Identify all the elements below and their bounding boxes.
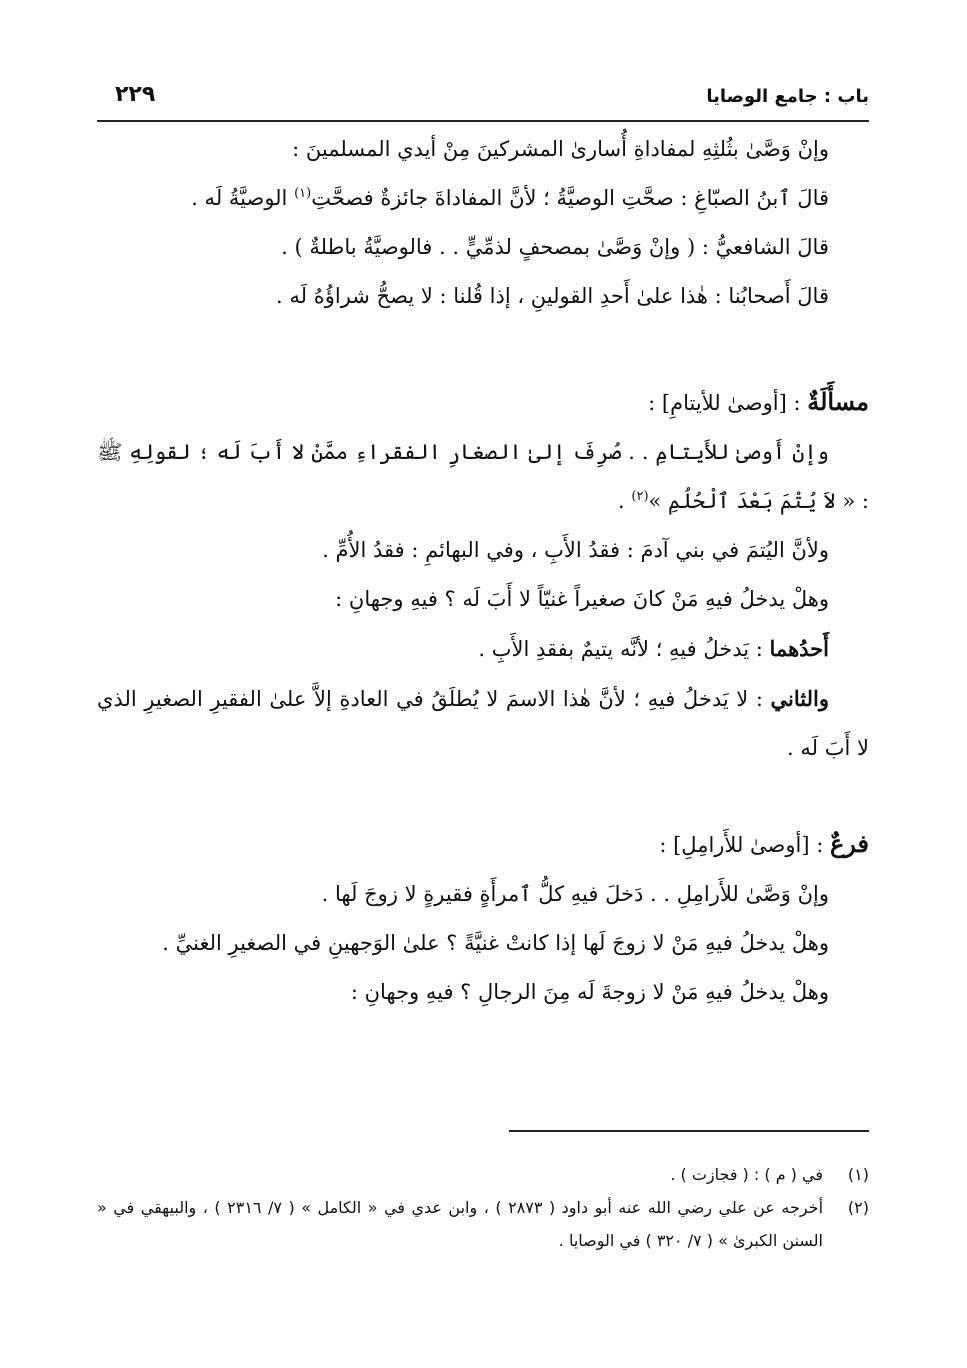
section-heading	[97, 377, 869, 428]
section-heading	[97, 819, 869, 870]
footnote-number: (١)	[847, 1165, 869, 1184]
section-heading-text: : [أوصیٰ للأیتامِ] :	[648, 391, 808, 415]
paragraph	[97, 526, 869, 575]
running-title: باب : جامع الوصايا	[706, 86, 869, 107]
paragraph-text: .	[618, 489, 632, 513]
paragraph	[97, 272, 869, 321]
paragraph-text: وهلْ یدخلُ فیهِ مَنْ لا زوجةَ لَه مِنَ الرجالِ ؟ فیهِ وجهانِ :	[350, 980, 829, 1004]
paragraph-text: وإنْ أَوصیٰ للأَیتامِ . . صُرِفَ إلیٰ الصغارِ الفقراءِ ممَّنْ لا أَبَ لَه ؛ لقولِهِ ﷺ : « لاَ یُتْمَ بَعْدَ ٱلْحُلُمِ »	[97, 440, 869, 513]
paragraph	[97, 870, 869, 919]
paragraph	[97, 428, 869, 526]
footnote-text: أخرجه عن علي رضي الله عنه أبو داود ( ٢٨٧٣ ) ، وابن عدي في « الکامل » ( ٧/ ٢٣١٦ ) ، والبیهقي في « السنن الکبریٰ » ( ٧/ ٣٢٠ ) في الوصایا .	[97, 1198, 824, 1250]
paragraph-text: قالَ أَصحابُنا : هٰذا علیٰ أَحدِ القولینِ ، إذا قُلنا : لا یصحُّ شراؤُهُ لَه .	[276, 284, 829, 308]
paragraph	[97, 968, 869, 1017]
paragraph	[97, 575, 869, 624]
paragraph	[97, 174, 869, 223]
paragraph	[97, 223, 869, 272]
section-keyword: مسأَلَةٌ	[807, 387, 869, 416]
page-header	[97, 80, 869, 122]
page-body	[97, 125, 869, 1017]
paragraph-text: وهلْ یدخلُ فیهِ مَنْ کانَ صغیراً غنیّاً لا أَبَ لَه ؟ فیهِ وجهانِ :	[335, 587, 829, 611]
paragraph	[97, 624, 869, 674]
footnotes	[97, 1158, 869, 1257]
section-heading-text: : [أوصیٰ للأَرامِلِ] :	[659, 833, 830, 857]
footnote	[97, 1158, 869, 1191]
paragraph-text: الوصیَّةُ لَه .	[191, 186, 295, 210]
opinion-label: أَحدُهما	[769, 636, 829, 661]
footnote-ref[interactable]: (٢)	[631, 489, 649, 504]
paragraph-text: قالَ الشافعيُّ : ( وإنْ وَصَّیٰ بمصحفٍ لذمِّيٍّ . . فالوصیَّةُ باطلةٌ ) .	[281, 235, 829, 259]
opinion-label: والثاني	[770, 686, 829, 711]
footnote-divider	[509, 1130, 869, 1132]
paragraph-text: ولأنَّ الیُتمَ في بني آدمَ : فقدُ الأَبِ ، وفي البهائمِ : فقدُ الأُمِّ .	[322, 538, 829, 562]
paragraph-text: وإنْ وَصَّیٰ للأَرامِلِ . . دَخلَ فیهِ کلُّ ٱمرأَةٍ فقیرةٍ لا زوجَ لَها .	[321, 882, 829, 906]
paragraph-text: وإنْ وَصَّىٰ بثُلثِهِ لمفاداةِ أُساریٰ المشرکینَ مِنْ أیدي المسلمینَ :	[292, 137, 829, 161]
spacer	[97, 321, 869, 377]
footnote-text: في ( م ) : ( فجازت ) .	[670, 1165, 823, 1184]
paragraph	[97, 919, 869, 968]
paragraph-text: قالَ ٱبنُ الصبّاغِ : صحَّتِ الوصیَّةُ ؛ لأنَّ المفاداةَ جائزةٌ فصحَّتِ	[311, 186, 829, 210]
footnote-number: (٢)	[847, 1198, 869, 1217]
footnote	[97, 1191, 869, 1257]
footnote-ref[interactable]: (١)	[294, 186, 312, 201]
paragraph-text: : لا یَدخلُ فیهِ ؛ لأنَّ هٰذا الاسمَ لا یُطلَقُ في العادةِ إلاَّ علیٰ الفقیرِ الصغیرِ الذي لا أَبَ لَه .	[97, 687, 869, 760]
section-keyword: فرعٌ	[829, 829, 869, 858]
paragraph	[97, 674, 869, 773]
page-number: ٢٢٩	[115, 82, 156, 107]
spacer	[97, 773, 869, 819]
paragraph-text: وهلْ یدخلُ فیهِ مَنْ لا زوجَ لَها إذا کانتْ غنیَّةً ؟ علیٰ الوَجهینِ في الصغیرِ الغنيِّ .	[162, 931, 829, 955]
paragraph	[97, 125, 869, 174]
paragraph-text: : یَدخلُ فیهِ ؛ لأنَّه یتیمٌ بفقدِ الأَبِ .	[478, 637, 770, 661]
